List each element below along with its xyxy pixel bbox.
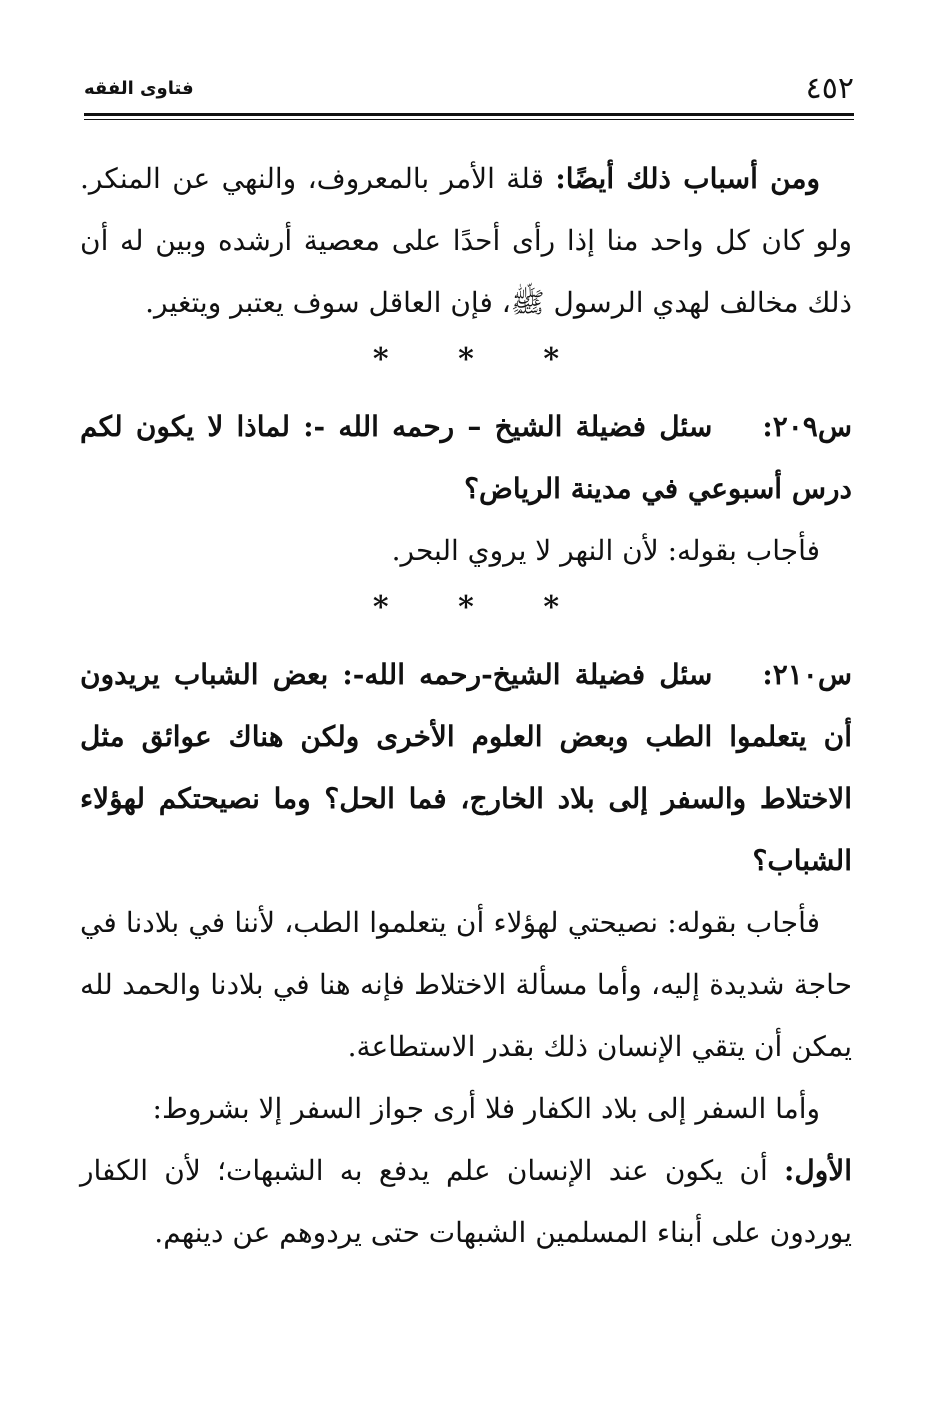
- header-rule-thick: [84, 113, 854, 116]
- divider-star: *: [372, 590, 389, 625]
- paragraph-text: قلة الأمر بالمعروف، والنهي عن المنكر. ولو كان كل واحد منا إذا رأى أحدًا على معصية أرشده وبين له أن ذلك مخالف لهدي الرسول ﷺ، فإن العاقل سوف يعتبر ويتغير.: [80, 162, 852, 319]
- answer-210-part2: وأما السفر إلى بلاد الكفار فلا أرى جواز السفر إلا بشروط:: [152, 1092, 820, 1125]
- divider-star: *: [543, 342, 560, 377]
- paragraph-lead: الأول:: [784, 1154, 852, 1187]
- answer-210-condition-first: [80, 1140, 852, 1264]
- running-title: فتاوى الفقه: [84, 78, 194, 99]
- answer-210-part1: فأجاب بقوله: نصيحتي لهؤلاء أن يتعلموا الطب، لأننا في بلادنا في حاجة شديدة إليه، وأما مسألة الاختلاط فإنه هنا في بلادنا والحمد لله يمكن أن يتقي الإنسان ذلك بقدر الاستطاعة.: [80, 906, 853, 1063]
- answer-209: فأجاب بقوله: لأن النهر لا يروي البحر.: [391, 534, 820, 567]
- page-number: ٤٥٢: [805, 71, 854, 106]
- paragraph-causes: [80, 148, 852, 334]
- header-rule-thin: [84, 119, 854, 120]
- divider-star: *: [458, 590, 474, 625]
- question-number: س٢١٠:: [762, 658, 852, 691]
- page-body: [80, 148, 852, 1264]
- paragraph-text: أن يكون عند الإنسان علم يدفع به الشبهات؛ لأن الكفار يوردون على أبناء المسلمين الشبهات حتى يردوهم عن دينهم.: [80, 1154, 852, 1249]
- question-text: سئل فضيلة الشيخ-رحمه الله-: بعض الشباب يريدون أن يتعلموا الطب وبعض العلوم الأخرى ولكن هناك عوائق مثل الاختلاط والسفر إلى بلاد الخارج، فما الحل؟ وما نصيحتكم لهؤلاء الشباب؟: [80, 658, 852, 877]
- divider-star: *: [458, 342, 474, 377]
- question-number: س٢٠٩:: [762, 410, 852, 443]
- section-divider: [80, 582, 852, 644]
- question-210: [80, 644, 852, 892]
- divider-star: *: [543, 590, 560, 625]
- question-209: [80, 396, 852, 520]
- question-text: سئل فضيلة الشيخ – رحمه الله -: لماذا لا يكون لكم درس أسبوعي في مدينة الرياض؟: [80, 410, 852, 505]
- divider-star: *: [372, 342, 389, 377]
- paragraph-lead: ومن أسباب ذلك أيضًا:: [555, 162, 821, 195]
- section-divider: [80, 334, 852, 396]
- page-header: [84, 70, 854, 110]
